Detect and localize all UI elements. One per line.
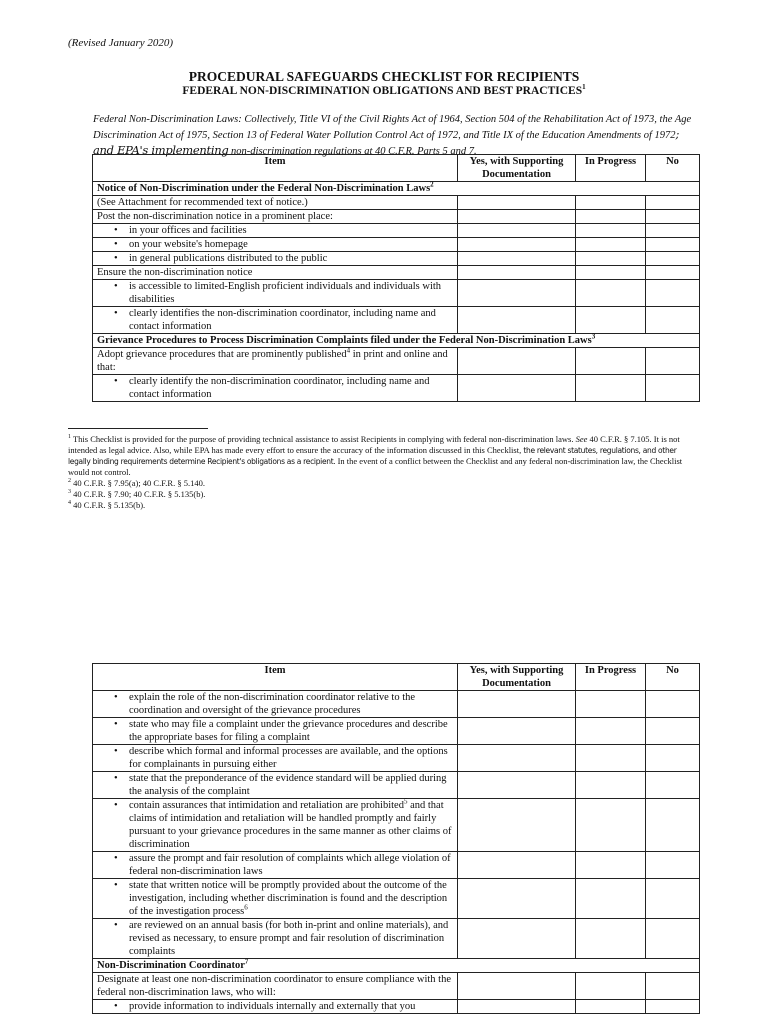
- checklist-item-text: contain assurances that intimidation and retaliation are prohibited: [129, 800, 404, 811]
- footnote-ref: 1: [582, 83, 586, 92]
- footnote-1: $^1$ This Checklist is provided for the purpose of providing technical assistance to assist Recipients in complying with federal non-discrimination laws. See 40 C.F.R. § 7.105. It is not intended as legal advice. Also, while EPA has made every effort to ensure the accuracy of the information discussed in this Checklist, the relevant statutes, regulations, and other legally binding requirements determine Recipient's obligations as a recipient. In the event of a conflict between the Checklist and any federal non-discrimination law, the Checklist would not control.: [68, 434, 683, 477]
- table-header-row: [93, 155, 700, 182]
- checklist-item-text-cont: in print and online and that:: [97, 349, 448, 373]
- table-header-row: [93, 664, 700, 691]
- in-progress-cell[interactable]: [576, 280, 646, 307]
- in-progress-cell[interactable]: [576, 1000, 646, 1014]
- no-cell[interactable]: [646, 852, 700, 879]
- in-progress-cell[interactable]: [576, 266, 646, 280]
- in-progress-cell[interactable]: [576, 718, 646, 745]
- footnote-ref: 4: [346, 346, 351, 355]
- checklist-row: [93, 799, 700, 852]
- no-cell[interactable]: [646, 348, 700, 375]
- checklist-item-text: Designate at least one non-discrimination coordinator to ensure compliance with the federal non-discrimination laws, who will:: [97, 974, 451, 998]
- checklist-item-text-cont: and that claims of intimidation and retaliation will be handled promptly and fairly pursuant to your grievance procedures in the same manner as other claims of discrimination: [129, 800, 452, 850]
- checklist-item-text: Adopt grievance procedures that are prominently published: [97, 349, 347, 360]
- footnote-3: $^3$ 40 C.F.R. § 7.90; 40 C.F.R. § 5.135(b).: [68, 489, 206, 499]
- footnote-ref: 3: [591, 332, 596, 341]
- yes-cell[interactable]: [458, 718, 576, 745]
- yes-cell[interactable]: [458, 772, 576, 799]
- footnote-4: $^4$ 40 C.F.R. § 5.135(b).: [68, 500, 146, 510]
- checklist-row: [93, 745, 700, 772]
- footnote-ref: 7: [244, 957, 249, 966]
- yes-cell[interactable]: [458, 307, 576, 334]
- checklist-body-1: [93, 182, 700, 402]
- no-cell[interactable]: [646, 772, 700, 799]
- footnote-ref: 6: [244, 903, 248, 912]
- yes-cell[interactable]: [458, 266, 576, 280]
- no-cell[interactable]: [646, 879, 700, 919]
- yes-cell[interactable]: [458, 919, 576, 959]
- yes-cell[interactable]: [458, 799, 576, 852]
- in-progress-cell[interactable]: [576, 691, 646, 718]
- no-cell[interactable]: [646, 196, 700, 210]
- no-cell[interactable]: [646, 280, 700, 307]
- checklist-row: [93, 973, 700, 1000]
- checklist-item-text: are reviewed on an annual basis (for both in-print and online materials), and revised as necessary, to ensure prompt and fair resolution of discrimination complaints: [129, 920, 449, 957]
- in-progress-cell[interactable]: [576, 238, 646, 252]
- document-title: PROCEDURAL SAFEGUARDS CHECKLIST FOR RECIPIENTS: [188, 69, 580, 84]
- checklist-table-2: [92, 663, 700, 1014]
- no-cell[interactable]: [646, 238, 700, 252]
- yes-cell[interactable]: [458, 879, 576, 919]
- checklist-item-cell: [93, 691, 458, 718]
- laws-text: Federal Non-Discrimination Laws: Collectively, Title VI of the Civil Rights Act of 1964, Section 504 of the Rehabilitation Act of 1973, the Age Discrimination Act of 1975, Section 13 of Federal Water Pollution Control Act of 1972, and Title IX of the Education Amendments of 1972: [93, 114, 692, 141]
- yes-cell[interactable]: [458, 973, 576, 1000]
- no-cell[interactable]: [646, 745, 700, 772]
- in-progress-cell[interactable]: [576, 973, 646, 1000]
- checklist-row: [93, 879, 700, 919]
- checklist-item-cell: [93, 799, 458, 852]
- checklist-item-cell: [93, 307, 458, 334]
- footnote-separator: [68, 428, 208, 429]
- no-cell[interactable]: [646, 691, 700, 718]
- checklist-row: [93, 772, 700, 799]
- in-progress-cell[interactable]: [576, 879, 646, 919]
- no-cell[interactable]: [646, 799, 700, 852]
- section-row: [93, 959, 700, 973]
- checklist-item-cell: [93, 1000, 458, 1014]
- document-subtitle: [0, 85, 768, 97]
- checklist-row: [93, 266, 700, 280]
- fn2-text: 40 C.F.R. § 7.95(a); 40 C.F.R. § 5.140.: [73, 478, 205, 488]
- yes-cell[interactable]: [458, 1000, 576, 1014]
- checklist-row: [93, 224, 700, 238]
- checklist-item-text: in general publications distributed to the public: [129, 253, 328, 264]
- no-cell[interactable]: [646, 210, 700, 224]
- col-header-in-progress: In Progress: [576, 155, 646, 182]
- in-progress-cell[interactable]: [576, 799, 646, 852]
- fn1-text-b: 40 C.F.R. § 7.105. It is not intended as legal advice. Also, while EPA has made every effort to ensure the accuracy of the information discussed in this Checklist,: [68, 434, 680, 455]
- checklist-row: [93, 919, 700, 959]
- fn1-see: See: [575, 434, 588, 444]
- checklist-row: [93, 348, 700, 375]
- yes-cell[interactable]: [458, 224, 576, 238]
- checklist-item-text: is accessible to limited-English proficient individuals and individuals with disabilities: [129, 281, 442, 305]
- checklist-row: [93, 238, 700, 252]
- checklist-item-cell: [93, 852, 458, 879]
- footnote-2: $^2$ 40 C.F.R. § 7.95(a); 40 C.F.R. § 5.140.: [68, 478, 205, 488]
- checklist-item-text: Ensure the non-discrimination notice: [97, 267, 253, 278]
- in-progress-cell[interactable]: [576, 307, 646, 334]
- col-header-yes: Yes, with Supporting Documentation: [458, 664, 576, 691]
- checklist-item-cell: [93, 196, 458, 210]
- federal-laws-paragraph: [93, 113, 698, 159]
- checklist-item-cell: [93, 334, 700, 348]
- checklist-item-cell: [93, 252, 458, 266]
- checklist-item-text: describe which formal and informal processes are available, and the options for complainants in pursuing either: [129, 746, 448, 770]
- checklist-row: [93, 375, 700, 402]
- checklist-item-cell: [93, 224, 458, 238]
- checklist-item-text: on your website's homepage: [129, 239, 248, 250]
- yes-cell[interactable]: [458, 238, 576, 252]
- yes-cell[interactable]: [458, 852, 576, 879]
- checklist-item-cell: [93, 879, 458, 919]
- fn3-text: 40 C.F.R. § 7.90; 40 C.F.R. § 5.135(b).: [73, 489, 206, 499]
- in-progress-cell[interactable]: [576, 375, 646, 402]
- checklist-item-cell: [93, 238, 458, 252]
- fn4-text: 40 C.F.R. § 5.135(b).: [73, 500, 146, 510]
- no-cell[interactable]: [646, 718, 700, 745]
- checklist-item-cell: [93, 745, 458, 772]
- checklist-item-cell: [93, 210, 458, 224]
- fn1-handwritten: the relevant statutes, regulations, and other legally binding requirements determine Recipient's obligations as a recipient.: [68, 446, 677, 466]
- col-header-item: Item: [93, 664, 458, 691]
- checklist-row: [93, 691, 700, 718]
- no-cell[interactable]: [646, 375, 700, 402]
- checklist-item-text: state who may file a complaint under the grievance procedures and describe the appropriate bases for filing a complaint: [129, 719, 448, 743]
- laws-handwritten-insert: ; and EPA's implementing: [93, 127, 680, 157]
- checklist-item-text: Post the non-discrimination notice in a prominent place:: [97, 211, 333, 222]
- checklist-item-text: state that written notice will be promptly provided about the outcome of the investigation, including whether discrimination is found and the description of the investigation process: [129, 880, 448, 917]
- revision-date: (Revised January 2020): [68, 37, 174, 49]
- checklist-row: [93, 210, 700, 224]
- fn1-text-c: In the event of a conflict between the Checklist and any federal non-discrimination law, the Checklist would not control.: [68, 456, 683, 477]
- checklist-item-text: explain the role of the non-discrimination coordinator relative to the coordination and oversight of the grievance procedures: [129, 692, 416, 716]
- checklist-item-text: provide information to individuals internally and externally that you: [129, 1001, 416, 1012]
- col-header-yes: Yes, with Supporting Documentation: [458, 155, 576, 182]
- footnotes: [68, 434, 700, 511]
- checklist-row: [93, 1000, 700, 1014]
- document-subtitle-text: FEDERAL NON-DISCRIMINATION OBLIGATIONS AND BEST PRACTICES: [182, 85, 583, 97]
- checklist-item-text: in your offices and facilities: [129, 225, 247, 236]
- checklist-item-cell: [93, 375, 458, 402]
- checklist-item-text: clearly identify the non-discrimination coordinator, including name and contact information: [129, 376, 430, 400]
- col-header-no: No: [646, 664, 700, 691]
- yes-cell[interactable]: [458, 691, 576, 718]
- yes-cell[interactable]: [458, 375, 576, 402]
- footnote-ref: 2: [430, 180, 434, 189]
- in-progress-cell[interactable]: [576, 348, 646, 375]
- yes-cell[interactable]: [458, 196, 576, 210]
- no-cell[interactable]: [646, 266, 700, 280]
- checklist-row: [93, 252, 700, 266]
- checklist-item-text: (See Attachment for recommended text of notice.): [97, 197, 308, 208]
- checklist-item-text: assure the prompt and fair resolution of complaints which allege violation of federal non-discrimination laws: [129, 853, 451, 877]
- checklist-item-cell: [93, 772, 458, 799]
- section-row: [93, 334, 700, 348]
- laws-tail: non-discrimination regulations at 40 C.F.R. Parts 5 and 7.: [228, 146, 477, 157]
- no-cell[interactable]: [646, 973, 700, 1000]
- in-progress-cell[interactable]: [576, 919, 646, 959]
- no-cell[interactable]: [646, 224, 700, 238]
- checklist-item-text: Non-Discrimination Coordinator: [97, 960, 245, 971]
- in-progress-cell[interactable]: [576, 252, 646, 266]
- checklist-item-cell: [93, 959, 700, 973]
- checklist-table-1: [92, 154, 700, 402]
- checklist-item-cell: [93, 919, 458, 959]
- section-row: [93, 182, 700, 196]
- checklist-item-text: Grievance Procedures to Process Discrimination Complaints filed under the Federal Non-Discrimination Laws: [97, 335, 592, 346]
- checklist-row: [93, 718, 700, 745]
- checklist-item-cell: [93, 266, 458, 280]
- in-progress-cell[interactable]: [576, 772, 646, 799]
- checklist-item-cell: [93, 718, 458, 745]
- col-header-in-progress: In Progress: [576, 664, 646, 691]
- in-progress-cell[interactable]: [576, 224, 646, 238]
- checklist-row: [93, 280, 700, 307]
- fn1-text: This Checklist is provided for the purpose of providing technical assistance to assist Recipients in complying with federal non-discrimination laws.: [72, 434, 574, 444]
- yes-cell[interactable]: [458, 348, 576, 375]
- no-cell[interactable]: [646, 252, 700, 266]
- checklist-body-2: [93, 691, 700, 1014]
- in-progress-cell[interactable]: [576, 852, 646, 879]
- col-header-no: No: [646, 155, 700, 182]
- checklist-row: [93, 307, 700, 334]
- checklist-item-text: Notice of Non-Discrimination under the Federal Non-Discrimination Laws: [97, 183, 431, 194]
- col-header-item: Item: [93, 155, 458, 182]
- checklist-row: [93, 196, 700, 210]
- no-cell[interactable]: [646, 1000, 700, 1014]
- in-progress-cell[interactable]: [576, 196, 646, 210]
- yes-cell[interactable]: [458, 210, 576, 224]
- no-cell[interactable]: [646, 919, 700, 959]
- checklist-item-text: clearly identifies the non-discrimination coordinator, including name and contact information: [129, 308, 436, 332]
- checklist-item-cell: [93, 973, 458, 1000]
- in-progress-cell[interactable]: [576, 745, 646, 772]
- checklist-item-cell: [93, 348, 458, 375]
- checklist-item-cell: [93, 182, 700, 196]
- yes-cell[interactable]: [458, 745, 576, 772]
- footnote-ref: 5: [403, 797, 408, 806]
- checklist-row: [93, 852, 700, 879]
- no-cell[interactable]: [646, 307, 700, 334]
- checklist-item-text: state that the preponderance of the evidence standard will be applied during the analysis of the complaint: [129, 773, 447, 797]
- in-progress-cell[interactable]: [576, 210, 646, 224]
- yes-cell[interactable]: [458, 280, 576, 307]
- checklist-item-cell: [93, 280, 458, 307]
- yes-cell[interactable]: [458, 252, 576, 266]
